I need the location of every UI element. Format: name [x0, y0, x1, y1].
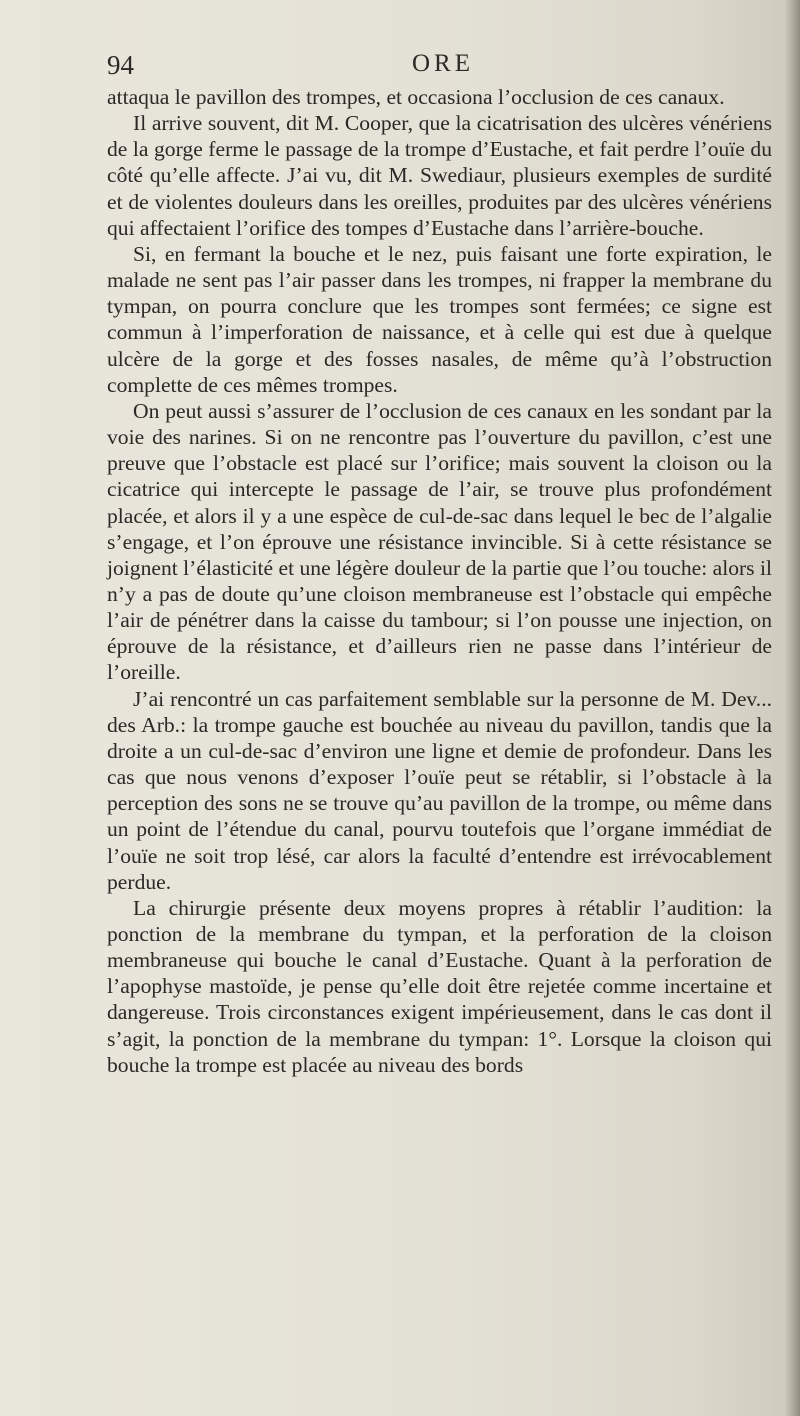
- paragraph: Si, en fermant la bouche et le nez, puis faisant une forte expiration, le malade ne sent pas l’air passer dans les trompes, ni frapper la membrane du tympan, on pourra conclure que les trompes sont fermées; ce signe est commun à l’imperforation de naissance, et à celle qui est due à quelque ulcère de la gorge et des fosses nasales, de même qu’à l’obstruction complette de ces mêmes trompes.: [107, 241, 772, 397]
- paragraph: On peut aussi s’assurer de l’occlusion de ces canaux en les sondant par la voie des narines. Si on ne rencontre pas l’ouverture du pavillon, c’est une preuve que l’obstacle est placé sur l’orifice; mais souvent la cloison ou la cicatrice qui intercepte le passage de l’air, se trouve plus profondément placée, et alors il y a une espèce de cul-de-sac dans lequel le bec de l’algalie s’engage, et l’on éprouve une résistance invincible. Si à cette résistance se joignent l’élasticité et une légère douleur de la partie que l’ou touche: alors il n’y a pas de doute qu’une cloison membraneuse est l’obstacle qui empêche l’air de pénétrer dans la caisse du tambour; si l’on pousse une injection, on éprouve de la résistance, et d’ailleurs rien ne passe dans l’intérieur de l’oreille.: [107, 398, 772, 685]
- running-head: ORE: [412, 50, 474, 77]
- paragraph: attaqua le pavillon des trompes, et occasiona l’occlusion de ces canaux.: [107, 85, 725, 109]
- paragraph: J’ai rencontré un cas parfaitement semblable sur la personne de M. Dev... des Arb.: la trompe gauche est bouchée au niveau du pavillon, tandis que la droite a un cul-de-sac d’environ une ligne et demie de profondeur. Dans les cas que nous venons d’exposer l’ouïe peut se rétablir, si l’obstacle à la perception des sons ne se trouve qu’au pavillon de la trompe, ou même dans un point de l’étendue du canal, pourvu toutefois que l’organe immédiat de l’ouïe ne soit trop lésé, car alors la faculté d’entendre est irrévocablement perdue.: [107, 686, 772, 894]
- paragraph: La chirurgie présente deux moyens propres à rétablir l’audition: la ponction de la membrane du tympan, et la perforation de la cloison membraneuse qui bouche le canal d’Eustache. Quant à la perforation de l’apophyse mastoïde, je pense qu’elle doit être rejetée comme incertaine et dangereuse. Trois circonstances exigent impérieusement, dans le cas dont il s’agit, la ponction de la membrane du tympan: 1°. Lorsque la cloison qui bouche la trompe est placée au niveau des bords: [107, 895, 772, 1077]
- page-number: 94: [107, 50, 134, 80]
- paragraph: Il arrive souvent, dit M. Cooper, que la cicatrisation des ulcères vénériens de la gorge ferme le passage de la trompe d’Eustache, et fait perdre l’ouïe du côté qu’elle affecte. J’ai vu, dit M. Swediaur, plusieurs exemples de surdité et de violentes douleurs dans les oreilles, produites par des ulcères vénériens qui affectaient l’orifice des tompes d’Eustache dans l’arrière-bouche.: [107, 111, 772, 240]
- page-header: [107, 50, 767, 82]
- page-edge-shadow: [786, 0, 800, 1416]
- body-text: [107, 84, 772, 1078]
